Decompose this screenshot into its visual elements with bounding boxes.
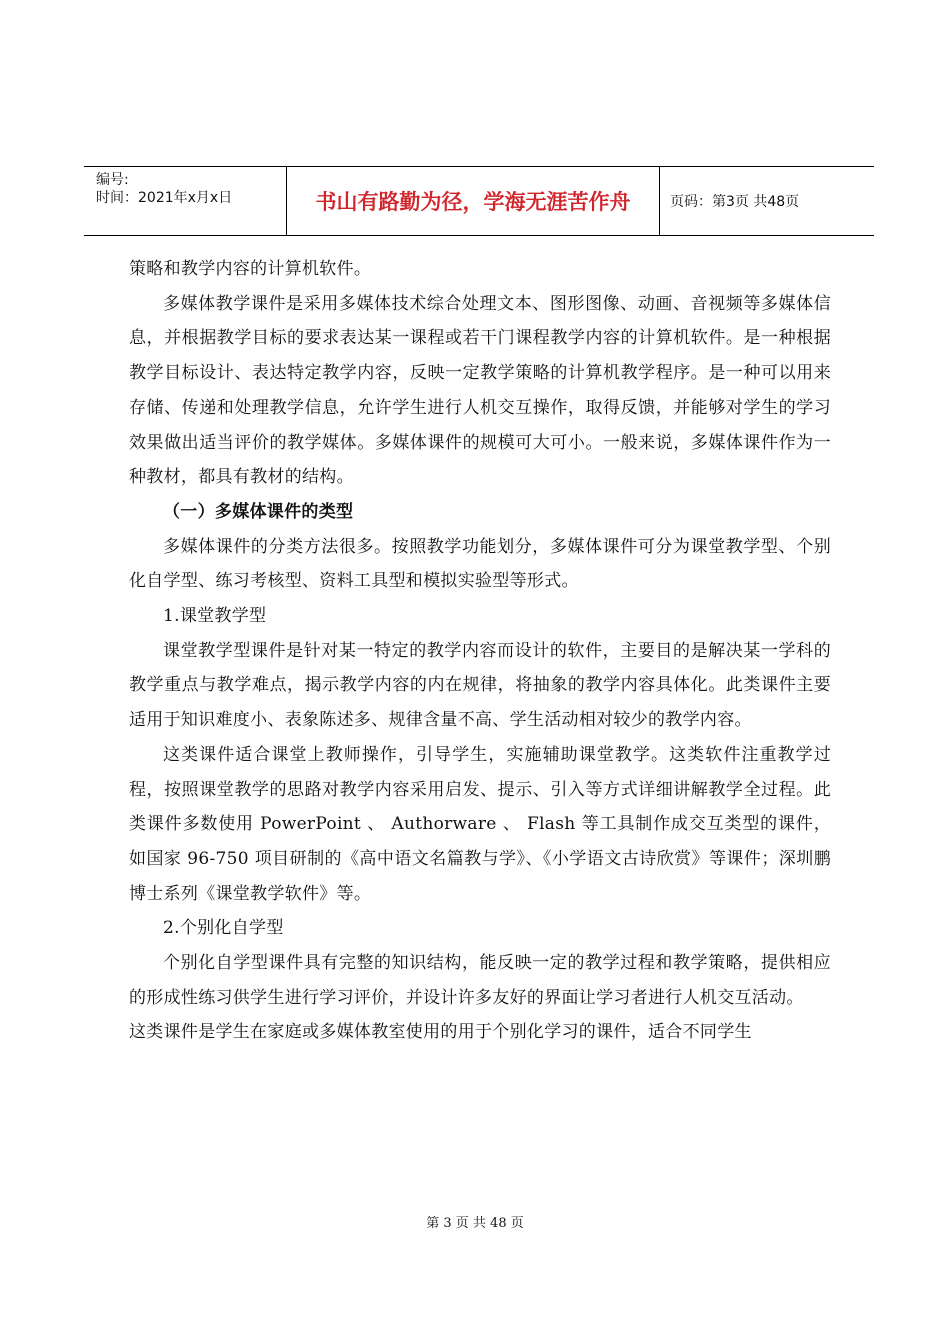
body-paragraph: 1.课堂教学型 [163, 606, 267, 627]
body-paragraph: 课堂教学型课件是针对某一特定的教学内容而设计的软件，主要目的是解决某一学科的教学重点与教学难点，揭示教学内容的内在规律，将抽象的教学内容具体化。此类课件主要适用于知识难度小、表象陈述多、规律含量不高、学生活动相对较少的教学内容。 [129, 640, 831, 731]
body-paragraph: 多媒体教学课件是采用多媒体技术综合处理文本、图形图像、动画、音视频等多媒体信息，并根据教学目标的要求表达某一课程或若干门课程教学内容的计算机软件。是一种根据教学目标设计、表达特定教学内容，反映一定教学策略的计算机教学程序。是一种可以用来存储、传递和处理教学信息，允许学生进行人机交互操作，取得反馈，并能够对学生的学习效果做出适当评价的教学媒体。多媒体课件的规模可大可小。一般来说，多媒体课件作为一种教材，都具有教材的结构。 [129, 293, 831, 488]
body-paragraph: 多媒体课件的分类方法很多。按照教学功能划分，多媒体课件可分为课堂教学型、个别化自学型、练习考核型、资料工具型和模拟实验型等形式。 [129, 536, 831, 592]
document-time-label: 时间：2021年x月x日 [96, 190, 233, 206]
body-paragraph: 2.个别化自学型 [163, 918, 284, 939]
header-motto: 书山有路勤为径，学海无涯苦作舟 [286, 167, 660, 235]
page-header [84, 166, 874, 236]
document-number-label: 编号: [96, 172, 129, 188]
header-meta [84, 167, 286, 235]
body-paragraph: 这类课件适合课堂上教师操作，引导学生，实施辅助课堂教学。这类软件注重教学过程，按照课堂教学的思路对教学内容采用启发、提示、引入等方式详细讲解教学全过程。此类课件多数使用 PowerPoint 、 Authorware 、 Flash 等工具制作成交互类型的课件，如国家 96-750 项目研制的《高中语文名篇教与学》、《小学语文古诗欣赏》等课件；深圳鹏博士系列《课堂教学软件》等。 [129, 744, 831, 904]
body-paragraph: 策略和教学内容的计算机软件。 [129, 259, 372, 279]
document-body [129, 252, 831, 1050]
page-footer: 第 3 页 共 48 页 [426, 1216, 524, 1231]
section-heading: （一）多媒体课件的类型 [163, 501, 354, 522]
header-page-info: 页码：第3页 共48页 [670, 194, 800, 210]
body-paragraph: 个别化自学型课件具有完整的知识结构，能反映一定的教学过程和教学策略，提供相应的形成性练习供学生进行学习评价，并设计许多友好的界面让学习者进行人机交互活动。 [129, 953, 831, 1008]
body-paragraph: 这类课件是学生在家庭或多媒体教室使用的用于个别化学习的课件，适合不同学生 [129, 1022, 752, 1043]
